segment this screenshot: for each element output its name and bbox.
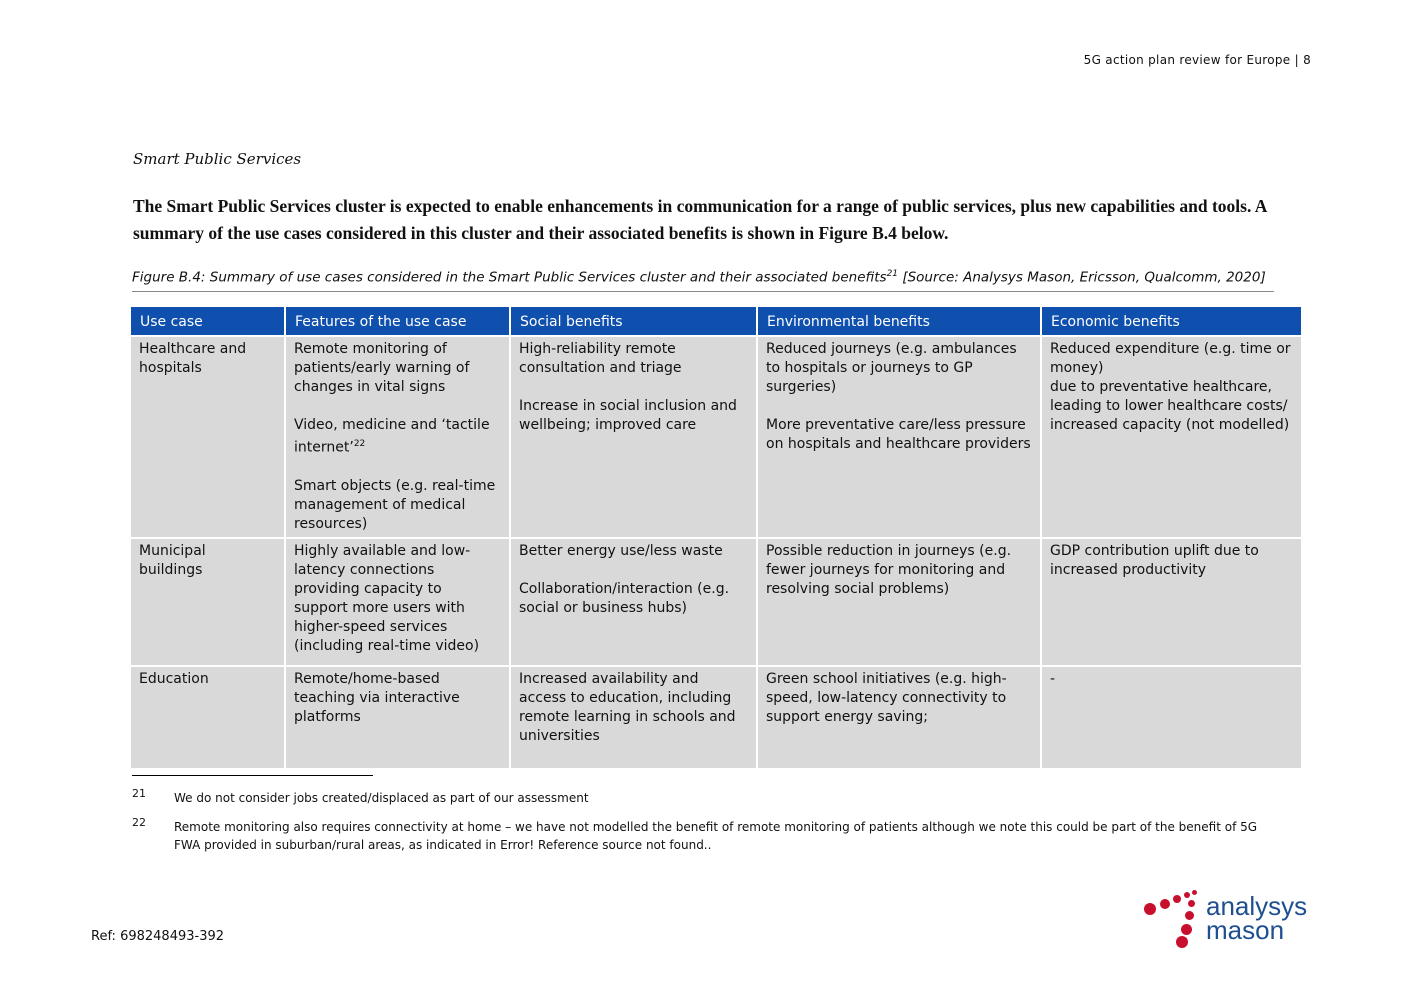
logo-text: mason (1206, 915, 1285, 945)
footnote (132, 818, 1274, 854)
table-header-row (131, 307, 1301, 335)
table-cell: Healthcare and hospitals (131, 337, 284, 537)
table-cell: Remote/home-based teaching via interactive platforms (286, 667, 509, 768)
table-cell: Possible reduction in journeys (e.g. fewer journeys for monitoring and resolving social problems) (758, 539, 1040, 665)
table-row (131, 539, 1301, 665)
table-cell: High-reliability remote consultation and triage Increase in social inclusion and wellbeing; improved care (511, 337, 756, 537)
table-row (131, 667, 1301, 768)
use-case-table (129, 305, 1303, 770)
table-cell (286, 337, 509, 537)
caption-source: [Source: Analysys Mason, Ericsson, Qualcomm, 2020] (898, 269, 1266, 286)
footnote-ref[interactable]: 22 (353, 439, 366, 449)
section-title: Smart Public Services (133, 150, 302, 168)
column-header: Features of the use case (286, 307, 509, 335)
column-header: Use case (131, 307, 284, 335)
footnote-ref[interactable]: 21 (886, 269, 899, 279)
figure-caption (132, 269, 1274, 292)
table-cell: - (1042, 667, 1301, 768)
page-number: 8 (1303, 53, 1311, 67)
footnote-text: We do not consider jobs created/displaced as part of our assessment (174, 791, 589, 805)
column-header: Environmental benefits (758, 307, 1040, 335)
header-title: 5G action plan review for Europe (1083, 53, 1291, 67)
column-header: Economic benefits (1042, 307, 1301, 335)
table-cell: Education (131, 667, 284, 768)
intro-paragraph: The Smart Public Services cluster is expected to enable enhancements in communication for a range of public services, plus new capabilities and tools. A summary of the use cases considered in this cluster and their associated benefits is shown in Figure B.4 below. (133, 196, 1267, 243)
table-cell: GDP contribution uplift due to increased productivity (1042, 539, 1301, 665)
cell-text: Remote monitoring of patients/early warning of changes in vital signs Video, medicine and ‘tactile internet’ (294, 341, 490, 456)
footnote-number: 21 (132, 787, 146, 800)
footnote-number: 22 (132, 816, 146, 829)
table-cell: Reduced expenditure (e.g. time or money) due to preventative healthcare, leading to lower healthcare costs/ increased capacity (not modelled) (1042, 337, 1301, 537)
footnote-text: Remote monitoring also requires connectivity at home – we have not modelled the benefit of remote monitoring of patients although we note this could be part of the benefit of 5G FWA provided in suburban/rural areas, as indicated in Error! Reference source not found.. (174, 820, 1258, 852)
table-cell: Municipal buildings (131, 539, 284, 665)
table-cell: Reduced journeys (e.g. ambulances to hospitals or journeys to GP surgeries) More preventative care/less pressure on hospitals and healthcare providers (758, 337, 1040, 537)
logo-text: analysys (1206, 891, 1308, 921)
cell-text: Smart objects (e.g. real-time management of medical resources) (294, 477, 496, 532)
table-row (131, 337, 1301, 537)
running-header: 5G action plan review for Europe | 8 (1083, 53, 1311, 67)
analysys-mason-logo (1142, 886, 1332, 952)
table-cell: Green school initiatives (e.g. high- speed, low-latency connectivity to support energy saving; (758, 667, 1040, 768)
footnote-separator (132, 775, 373, 776)
document-reference: Ref: 698248493-392 (91, 929, 225, 944)
footnote (132, 789, 1274, 807)
table-cell: Highly available and low- latency connections providing capacity to support more users with higher-speed services (including real-time video) (286, 539, 509, 665)
table-cell: Increased availability and access to education, including remote learning in schools and universities (511, 667, 756, 768)
column-header: Social benefits (511, 307, 756, 335)
caption-text: Figure B.4: Summary of use cases considered in the Smart Public Services cluster and their associated benefits (132, 269, 887, 286)
table-cell: Better energy use/less waste Collaboration/interaction (e.g. social or business hubs) (511, 539, 756, 665)
